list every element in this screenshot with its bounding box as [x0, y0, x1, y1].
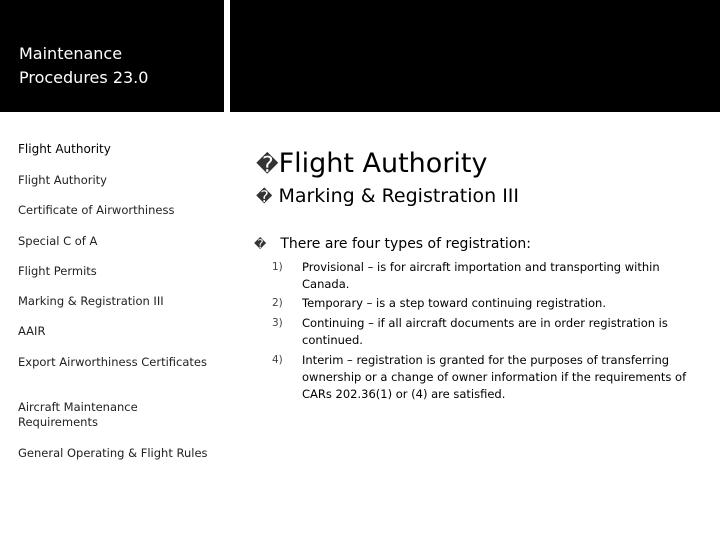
main-heading-text: Flight Authority	[278, 148, 488, 179]
sub-heading	[256, 185, 519, 207]
intro-text: There are four types of registration:	[280, 236, 531, 252]
sidebar-item-export-airworthiness[interactable]: Export Airworthiness Certificates	[18, 355, 207, 369]
list-number: 4)	[272, 354, 283, 366]
title-panel	[0, 0, 224, 112]
sidebar-item-marking-registration[interactable]: Marking & Registration III	[18, 294, 164, 308]
list-number: 2)	[272, 297, 283, 309]
sidebar-item-flight-authority-main[interactable]: Flight Authority	[18, 142, 111, 156]
list-text: Interim – registration is granted for the purposes of transferring ownership or a change of owner information if the requirements of CARs 202.36(1) or (4) are satisfied.	[302, 353, 687, 401]
header-bar	[230, 0, 720, 112]
main-heading	[256, 148, 487, 179]
sub-heading-text: Marking & Registration III	[278, 185, 520, 207]
list-number: 1)	[272, 261, 283, 273]
bullet-icon: �	[256, 153, 279, 178]
sidebar-item-aircraft-maintenance[interactable]: Aircraft Maintenance Requirements	[18, 400, 138, 429]
sidebar-item-special-c-of-a[interactable]: Special C of A	[18, 234, 98, 248]
list-number: 3)	[272, 317, 283, 329]
slide-title: Maintenance Procedures 23.0	[19, 44, 149, 87]
sidebar-item-general-operating[interactable]: General Operating & Flight Rules	[18, 446, 208, 460]
list-text: Provisional – is for aircraft importation and transporting within Canada.	[302, 260, 660, 291]
sidebar-item-certificate-of-airworthiness[interactable]: Certificate of Airworthiness	[18, 203, 175, 217]
bullet-icon: �	[254, 237, 267, 251]
sidebar-item-flight-permits[interactable]: Flight Permits	[18, 264, 97, 278]
list-text: Temporary – is a step toward continuing registration.	[302, 296, 606, 310]
sidebar-item-flight-authority[interactable]: Flight Authority	[18, 173, 107, 187]
bullet-icon: �	[256, 187, 273, 206]
sidebar-item-aair[interactable]: AAIR	[18, 324, 46, 338]
list-text: Continuing – if all aircraft documents are in order registration is continued.	[302, 316, 668, 347]
intro-bullet	[254, 236, 531, 252]
